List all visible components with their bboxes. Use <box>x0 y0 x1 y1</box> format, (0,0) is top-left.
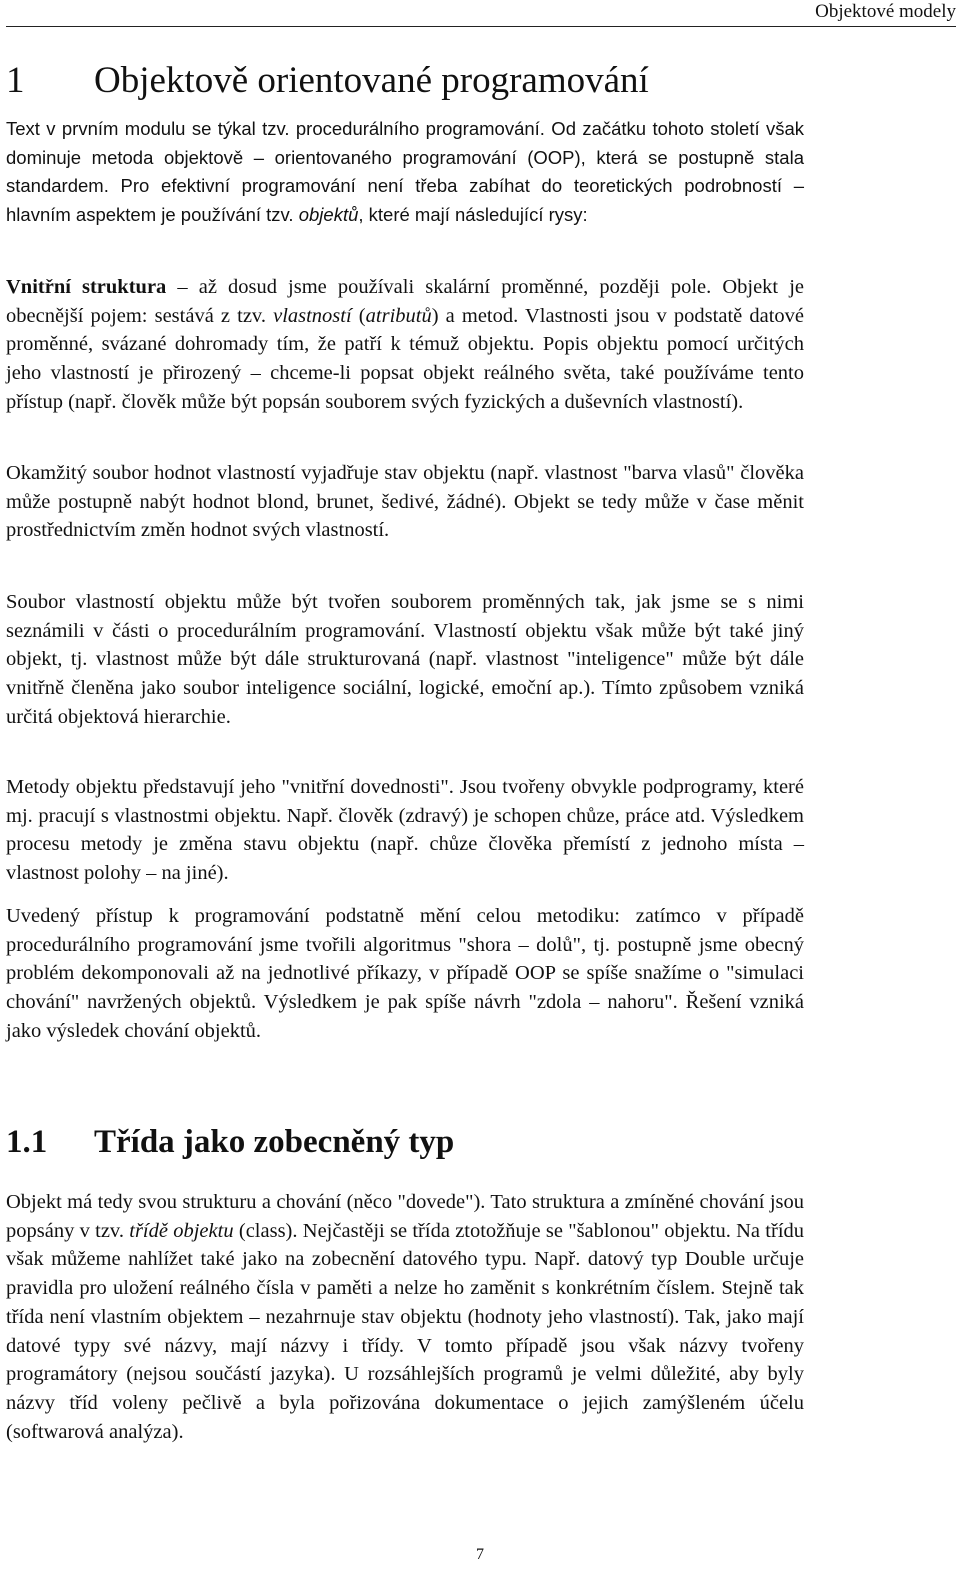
structure-paren: ( <box>351 304 366 327</box>
attributes-term: atributů <box>365 304 432 327</box>
approach-paragraph: Uvedený přístup k programování podstatně mění celou metodiku: zatímco v případě procedurálního programování jsme tvořili algoritmus "shora – dolů", tj. postupně jsme obecný problém dekomponovali až na jednotlivé příkazy, v případě OOP se spíše snažíme o "simulaci chování" navržených objektů. Výsledkem je pak spíše návrh "zdola – nahoru". Řešení vzniká jako výsledek chování objektů. <box>6 905 804 1042</box>
page-number: 7 <box>476 1546 484 1563</box>
section-number: 1.1 <box>6 1124 48 1160</box>
state-paragraph: Okamžitý soubor hodnot vlastností vyjadřuje stav objektu (např. vlastnost "barva vlasů" člověka může postupně nabýt hodnot blond, brunet, šedivé, žádné). Objekt se tedy může v čase měnit prostřednictvím změn hodnot svých vlastností. <box>6 462 804 542</box>
section-heading <box>6 1120 454 1164</box>
chapter-title: Objektově orientované programování <box>94 60 649 101</box>
intro-text: Text v prvním modulu se týkal tzv. procedurálního programování. Od začátku tohoto století však dominuje metoda objektově – orientovaného programování (OOP), která se postupně stala standardem. Pro efektivní programování není třeba zabíhat do teoretických podrobností – hlavním aspektem je používání tzv. <box>6 118 804 226</box>
class-paragraph <box>6 1188 804 1446</box>
intro-text-end: , které mají následující rysy: <box>358 204 588 226</box>
objects-term: objektů <box>298 204 359 226</box>
chapter-number: 1 <box>6 60 25 101</box>
class-term: třídě objektu <box>129 1219 234 1242</box>
class-text: Objekt má tedy svou strukturu a chování (něco "dovede"). Tato struktura a zmíněné chování jsou popsány v tzv. <box>6 1191 804 1242</box>
section-title: Třída jako zobecněný typ <box>94 1124 455 1160</box>
structure-text: – až dosud jsme používali skalární proměnné, později pole. Objekt je obecnější pojem: sestává z tzv. <box>6 276 804 327</box>
chapter-heading <box>6 58 649 104</box>
running-header: Objektové modely <box>6 0 956 27</box>
methods-paragraph: Metody objektu představují jeho "vnitřní dovednosti". Jsou tvořeny obvykle podprogramy, které mj. pracují s vlastnostmi objektu. Např. člověk (zdravý) je schopen chůze, práce atd. Výsledkem procesu metody je změna stavu objektu (např. chůze člověka přemístí z jednoho místa – vlastnost polohy – na jiné). <box>6 776 804 885</box>
class-text-end: (class). Nejčastěji se třída ztotožňuje se "šablonou" objektu. Na třídu však můžeme nahlížet také jako na zobecnění datového typu. Např. datový typ Double určuje pravidla pro uložení reálného čísla v paměti a nelze ho zaměnit s konkrétním číslem. Stejně tak třída není vlastním objektem – nezahrnuje stav objektu (hodnoty jeho vlastností). Tak, jako mají datové typy své názvy, mají názvy i třídy. V tomto případě jsou však názvy tvořeny programátory (nejsou součástí jazyka). U rozsáhlejších programů je velmi důležité, aby byly názvy tříd voleny pečlivě a byla pořizována dokumentace o jejich zamýšleném účelu (softwarová analýza). <box>6 1219 805 1443</box>
structure-paragraph <box>6 273 804 417</box>
structure-text-end: ) a metod. Vlastnosti jsou v podstatě datové proměnné, svázané dohromady tím, že patří k témuž objektu. Popis objektu pomocí určitých jeho vlastností je přirozený – chceme-li popsat objekt reálného světa, také používáme tento přístup (např. člověk může být popsán souborem svých fyzických a duševních vlastností). <box>6 304 804 413</box>
structure-term: Vnitřní struktura <box>6 276 167 298</box>
properties-term: vlastností <box>273 304 352 327</box>
hierarchy-paragraph: Soubor vlastností objektu může být tvořen souborem proměnných tak, jak jsme se s nimi seznámili v části o procedurálním programování. Vlastností objektu však může být také jiný objekt, tj. vlastnost může být dále strukturovaná (např. vlastnost "inteligence" může být dále vnitřně členěna jako soubor inteligence sociální, logické, emoční ap.). Tímto způsobem vzniká určitá objektová hierarchie. <box>6 591 804 728</box>
intro-paragraph <box>6 115 804 230</box>
